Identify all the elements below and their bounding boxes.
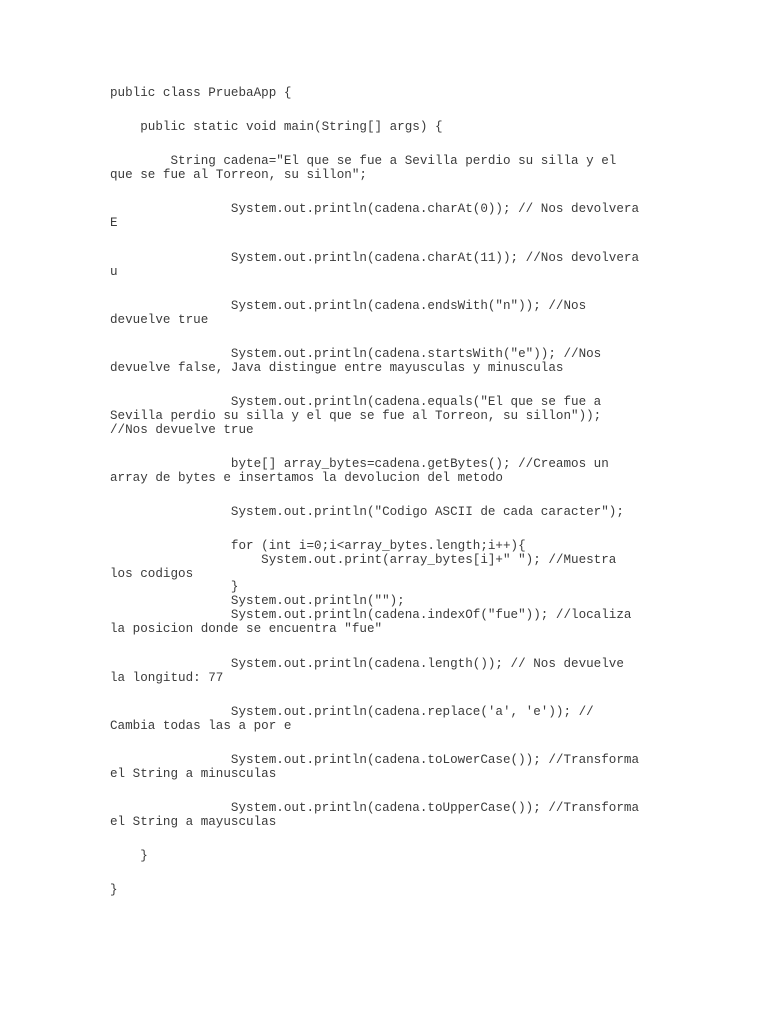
code-line: System.out.println(cadena.endsWith("n")); //Nos <box>110 299 587 313</box>
code-line: System.out.println(cadena.replace('a', 'e')); // <box>110 705 594 719</box>
code-line: System.out.println(cadena.toUpperCase()); //Transforma <box>110 801 640 815</box>
code-line: array de bytes e insertamos la devolucion del metodo <box>110 471 503 485</box>
code-line: Cambia todas las a por e <box>110 719 292 733</box>
code-line: } <box>110 883 118 897</box>
code-line: System.out.println(cadena.equals("El que se fue a <box>110 395 602 409</box>
code-line: System.out.println(cadena.toLowerCase()); //Transforma <box>110 753 640 767</box>
code-line: el String a mayusculas <box>110 815 277 829</box>
code-line: que se fue al Torreon, su sillon"; <box>110 168 367 182</box>
code-line: byte[] array_bytes=cadena.getBytes(); //Creamos un <box>110 457 609 471</box>
code-line: public static void main(String[] args) { <box>110 120 443 134</box>
code-line: //Nos devuelve true <box>110 423 254 437</box>
code-line: E <box>110 216 118 230</box>
code-line: los codigos <box>110 567 194 581</box>
code-line: System.out.println(cadena.startsWith("e")); //Nos <box>110 347 602 361</box>
code-line: String cadena="El que se fue a Sevilla perdio su silla y el <box>110 154 617 168</box>
code-line: System.out.println("Codigo ASCII de cada caracter"); <box>110 505 624 519</box>
code-line: System.out.println(cadena.indexOf("fue")); //localiza <box>110 608 632 622</box>
code-line: Sevilla perdio su silla y el que se fue al Torreon, su sillon")); <box>110 409 602 423</box>
code-line: System.out.println(cadena.length()); // Nos devuelve <box>110 657 624 671</box>
code-line: devuelve false, Java distingue entre mayusculas y minusculas <box>110 361 564 375</box>
code-line: System.out.println(cadena.charAt(0)); // Nos devolvera <box>110 202 640 216</box>
code-line: la posicion donde se encuentra "fue" <box>110 622 383 636</box>
code-line: System.out.println(""); <box>110 594 405 608</box>
code-line: } <box>110 580 239 594</box>
code-line: System.out.println(cadena.charAt(11)); //Nos devolvera <box>110 251 640 265</box>
code-line: u <box>110 265 118 279</box>
code-line: } <box>110 849 148 863</box>
code-line: la longitud: 77 <box>110 671 224 685</box>
code-line: System.out.print(array_bytes[i]+" "); //Muestra <box>110 553 617 567</box>
code-line: for (int i=0;i<array_bytes.length;i++){ <box>110 539 526 553</box>
code-line: devuelve true <box>110 313 209 327</box>
code-line: el String a minusculas <box>110 767 277 781</box>
code-line: public class PruebaApp { <box>110 86 292 100</box>
